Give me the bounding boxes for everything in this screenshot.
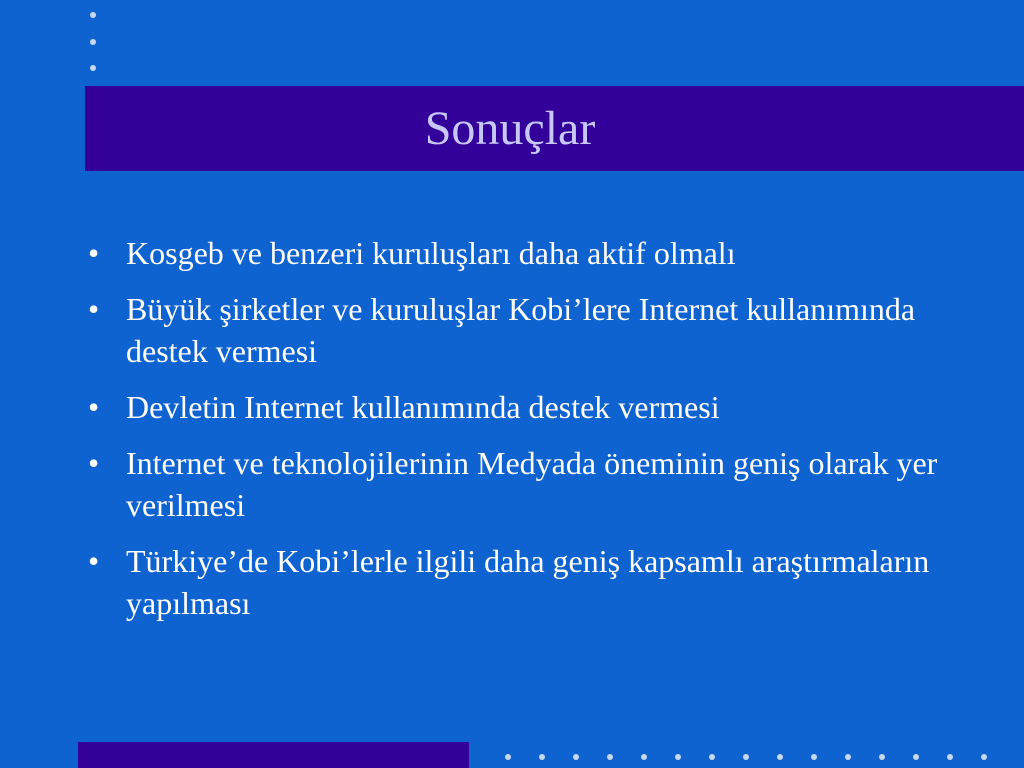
decorative-dot [641, 754, 647, 760]
decorative-dot [743, 754, 749, 760]
bullet-item [85, 288, 945, 372]
bullet-icon: • [88, 291, 100, 327]
decorative-dot [777, 754, 783, 760]
bullet-item [85, 386, 945, 428]
decorative-dot [913, 754, 919, 760]
title-band [85, 86, 1024, 171]
bullet-text: Devletin Internet kullanımında destek vermesi [126, 389, 720, 425]
decorative-dot [811, 754, 817, 760]
bullet-text: Büyük şirketler ve kuruluşlar Kobi’lere Internet kullanımında destek vermesi [126, 291, 916, 369]
bullet-icon: • [88, 389, 100, 425]
slide-title: Sonuçlar [424, 102, 596, 155]
bullet-list [85, 232, 945, 638]
bullet-text: Türkiye’de Kobi’lerle ilgili daha geniş kapsamlı araştırmaların yapılması [126, 543, 930, 621]
decorative-dot [573, 754, 579, 760]
bullet-text: Internet ve teknolojilerinin Medyada öneminin geniş olarak yer verilmesi [126, 445, 938, 523]
bullet-text: Kosgeb ve benzeri kuruluşları daha aktif olmalı [126, 235, 736, 271]
decorative-dots-vertical [90, 12, 98, 76]
decorative-dot [845, 754, 851, 760]
bullet-item [85, 442, 945, 526]
bullet-icon: • [88, 445, 100, 481]
bullet-item [85, 232, 945, 274]
decorative-dot [879, 754, 885, 760]
decorative-dot [539, 754, 545, 760]
bullet-item [85, 540, 945, 624]
decorative-dots-horizontal [505, 754, 1005, 762]
bottom-band [78, 742, 469, 768]
decorative-dot [607, 754, 613, 760]
decorative-dot [90, 39, 96, 45]
decorative-dot [90, 12, 96, 18]
decorative-dot [947, 754, 953, 760]
bullet-icon: • [88, 235, 100, 271]
decorative-dot [675, 754, 681, 760]
decorative-dot [981, 754, 987, 760]
decorative-dot [505, 754, 511, 760]
decorative-dot [709, 754, 715, 760]
bullet-icon: • [88, 543, 100, 579]
decorative-dot [90, 65, 96, 71]
